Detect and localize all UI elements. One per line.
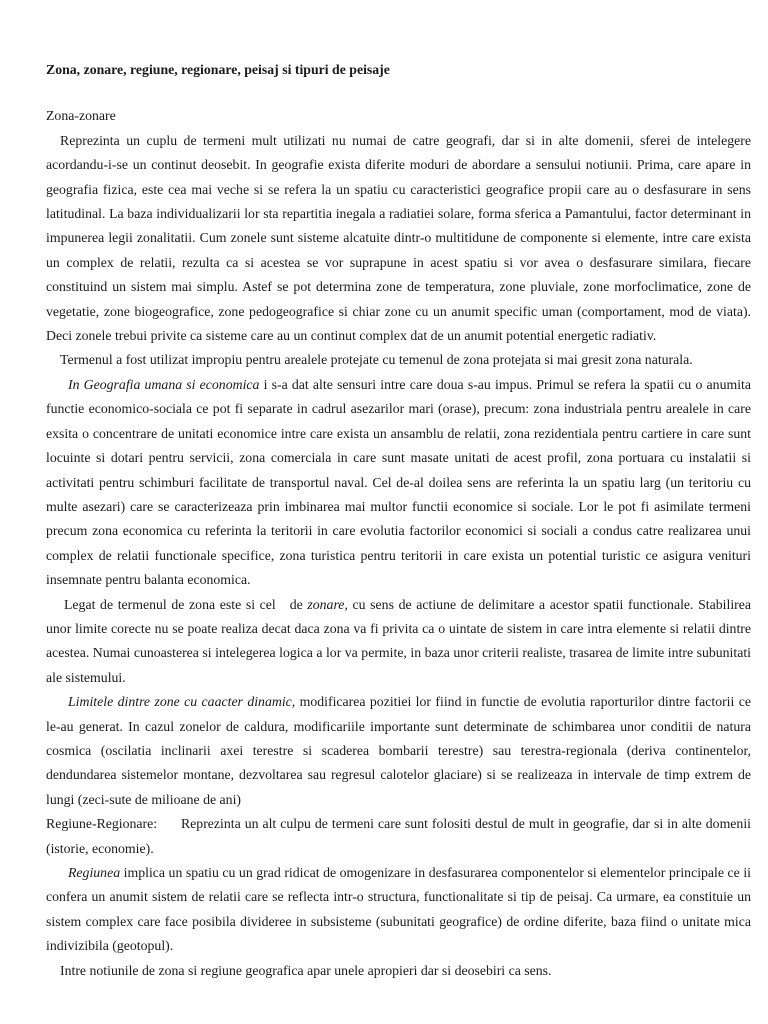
paragraph-zona-intro: Reprezinta un cuplu de termeni mult utilizati nu numai de catre geografi, dar si in alte domenii, sferei de intelegere acordandu-i-se un continut deosebit. In geografie exista diferite moduri de abordare a sensului notiunii. Prima, care apare in geografia fizica, este cea mai veche si se refera la un spatiu cu caracteristici geografice propii care au o desfasurare in sens latitudinal. La baza individualizarii lor sta repartitia inegala a radiatiei solare, forma sferica a Pamantului, factor determinant in impunerea legii zonalitatii. Cum zonele sunt sisteme alcatuite dintr-o multitidune de componente si elemente, intre care exista un complex de relatii, rezulta ca si acestea se vor suprapune in acest spatiu si vor avea o desfasurare similara, fiecare constituind un sistem mai simplu. Astef se pot determina zone de temperatura, zone pluviale, zone morfoclimatice, zone de vegetatie, zone biogeografice, zone pedogeografice si chiar zone cu un anumit specific uman (comportament, mod de viata). Deci zonele trebui privite ca sisteme care au un continut complex dat de un anumit potential energetic radiativ. <box>46 132 751 344</box>
paragraph-regiune-regionare <box>46 812 751 861</box>
italic-word-regiunea: Regiunea <box>68 865 121 880</box>
italic-word-zonare: zonare, <box>307 596 348 612</box>
paragraph-regiunea-text: implica un spatiu cu un grad ridicat de omogenizare in desfasurarea componentelor si elementelor principale ce ii confera un anumit sistem de relatii care se reflecta intr-o structura, functionalitate si tip de peisaj. Ca urmare, ea constituie un sistem complex care face posibila divideree in subsisteme (subunitati geografice) de ordine diferite, baza fiind o unitate mica indivizibila (geotopul). <box>46 865 751 954</box>
section-heading-zona: Zona-zonare <box>46 108 116 124</box>
paragraph-zona-regiune: Intre notiunile de zona si regiune geografica apar unele apropieri dar si deosebiri ca sens. <box>60 962 552 978</box>
paragraph-regiunea <box>46 861 751 959</box>
paragraph-zona-protejata: Termenul a fost utilizat impropiu pentru arealele protejate cu temenul de zona protejata si mai gresit zona naturala. <box>60 352 693 368</box>
paragraph-geografia-umana <box>46 373 751 593</box>
paragraph-zonare-lead: Legat de termenul de zona este si cel de <box>64 596 308 612</box>
regiune-regionare-text: Reprezinta un alt culpu de termeni care sunt folositi destul de mult in geografie, dar si in alte domenii (istorie, economie). <box>46 816 751 856</box>
italic-phrase-limite: Limitele dintre zone cu caacter dinamic, <box>68 694 296 710</box>
paragraph-limite-dinamice <box>46 690 751 812</box>
paragraph-zonare <box>46 593 751 691</box>
paragraph-geografia-umana-text: i s-a dat alte sensuri intre care doua s-au impus. Primul se refera la spatii cu o anumita functie economico-sociala ce pot fi separate in cadrul asezarilor mari (orase), precum: zona industriala pentru arealele in care exsita o concentrare de unitati economice intre care exista un ansamblu de relatii, zona rezidentiala pentru cartiere in care sunt locuinte si dotari pentru servicii, zona comerciala in care sunt masate unitati de acest profil, zona portuara cu instalatii si activitati pentru schimburi facilitate de transportul naval. Cel de-al doilea sens are referinta la un spatiu larg (un teritoriu cu multe asezari) care se caracterizeaza prin imbinarea mai multor functii economice si sociale. Lor le pot fi asimilate termeni precum zona economica cu referinta la teritorii in care evolutia factorilor economici si sociali a condus catre realizarea unui complex de relatii functionale specifice, zona turistica pentru teritorii in care exista un potential turistic ce asigura venituri insemnate pentru balanta economica. <box>46 376 751 588</box>
paragraph-limite-text: modificarea pozitiei lor fiind in functie de evolutia raporturilor dintre factorii ce le-au generat. In cazul zonelor de caldura, modificariile importante sunt determinate de schimbarea unor conditii de natura cosmica (oscilatia inclinarii axei terestre si scaderea bombarii terestre) sau terestra-regionala (deriva continentelor, dendundarea sistemelor montane, dezvoltarea sau regresul calotelor glaciare) si se realizeaza in intervale de timp extrem de lungi (zeci-sute de milioane de ani) <box>46 694 751 807</box>
document-title: Zona, zonare, regiune, regionare, peisaj si tipuri de peisaje <box>46 62 390 77</box>
regiune-regionare-heading: Regiune-Regionare: <box>46 816 158 832</box>
document-page <box>46 58 751 983</box>
italic-phrase-geografia-umana: In Geografia umana si economica <box>68 376 260 392</box>
paragraph-zonare-text: cu sens de actiune de delimitare a acestor spatii functionale. Stabilirea unor limite corecte nu se poate realiza decat daca zona va fi privita ca o uintate de sistem in care intra elemente si relatii dintre acestea. Numai cunoasterea si intelegerea logica a lor va permite, in baza unor criterii realiste, trasarea de limite intre subunitati ale sistemului. <box>46 596 751 685</box>
